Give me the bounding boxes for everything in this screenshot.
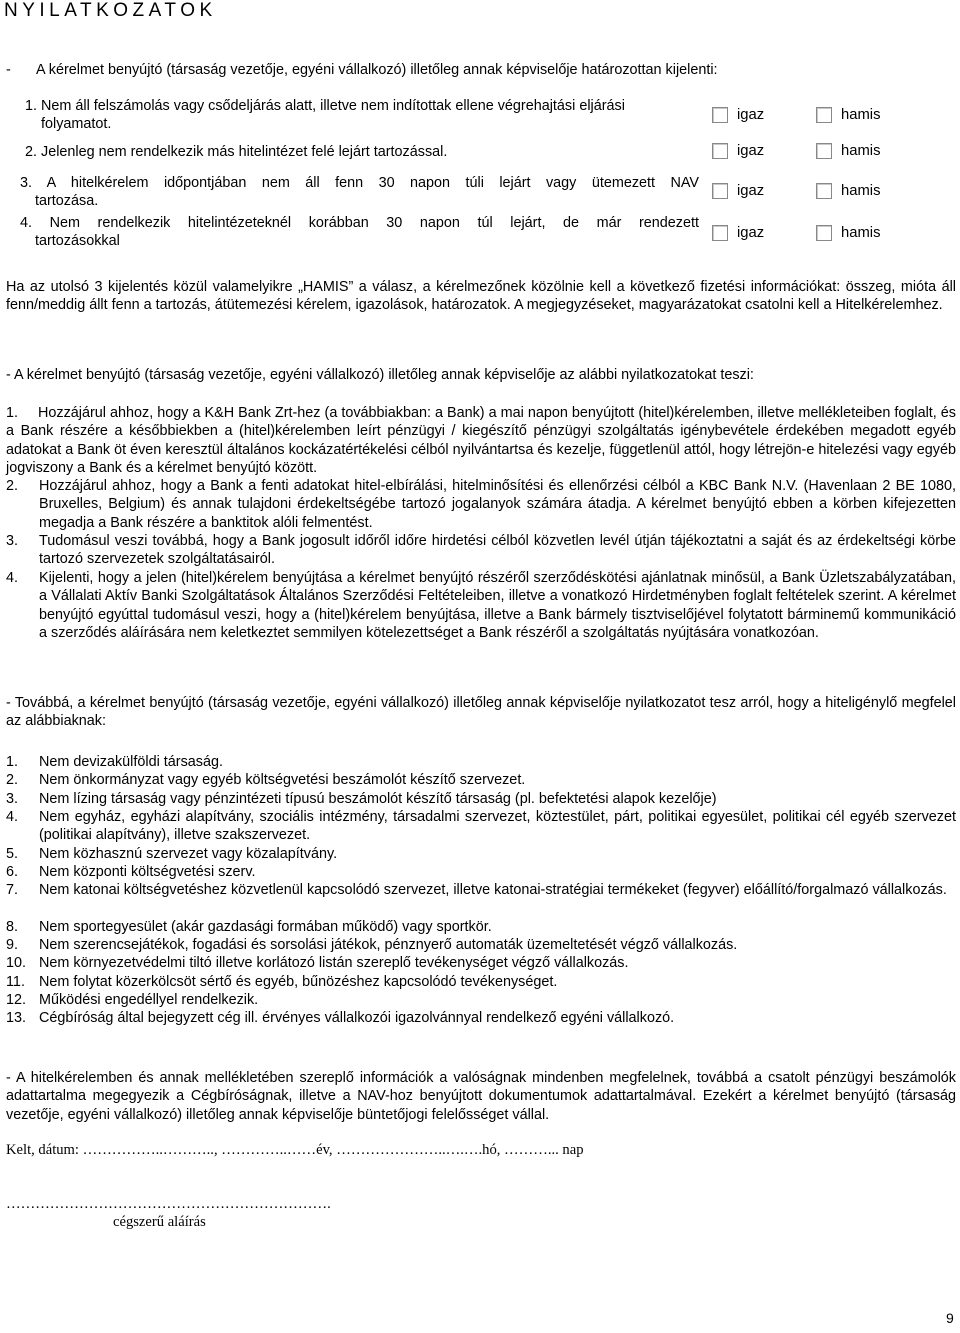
- item-text: Nem sportegyesület (akár gazdasági formában működő) vagy sportkör.: [39, 918, 492, 935]
- dash-bullet: -: [6, 62, 11, 78]
- item-text: Nem önkormányzat vagy egyéb költségvetési beszámolót készítő szervezet.: [39, 772, 526, 789]
- item-number: 8.: [6, 918, 19, 935]
- statement-4-true-option[interactable]: [712, 225, 764, 241]
- statement-1-line1: 1. Nem áll felszámolás vagy csődeljárás alatt, illetve nem indítottak ellene végrehajtási eljárási: [25, 98, 625, 114]
- option-label: hamis: [841, 183, 881, 199]
- declaration-2: [6, 477, 956, 533]
- statement-2-false-option[interactable]: [816, 143, 880, 159]
- hamis-note: Ha az utolsó 3 kijelentés közül valamelyikre „HAMIS” a válasz, a kérelmezőnek közölnie kell a következő fizetési információkat: összeg, mióta áll fenn/meddig állt fenn a tartozás, átütemezési kérelem, igazolások, határozatok. A megjegyzéseket, magyarázatokat csatolni kell a Hitelkérelemhez.: [6, 279, 956, 314]
- date-line[interactable]: Kelt, dátum: ……………..……….., …………..……év, …………………..….….hó, ………... nap: [6, 1142, 584, 1158]
- item-number: 12.: [6, 991, 27, 1008]
- statement-1-true-option[interactable]: [712, 107, 764, 123]
- statement-3-line1: 3. A hitelkérelem időpontjában nem áll fenn 30 napon túli lejárt vagy ütemezett NAV: [20, 175, 699, 191]
- option-label: hamis: [841, 143, 881, 159]
- declaration-number: 1.: [6, 405, 19, 421]
- statement-3: [19, 174, 699, 211]
- statement-3-false-option[interactable]: [816, 183, 880, 199]
- item-number: 6.: [6, 863, 19, 880]
- statement-1: [25, 97, 705, 134]
- item-text: Nem devizakülföldi társaság.: [39, 754, 223, 770]
- declaration-1: [6, 404, 956, 478]
- statement-1-line2: folyamatot.: [41, 116, 112, 133]
- item-text: Nem egyház, egyházi alapítvány, szociális intézmény, társadalmi szervezet, köztestület, párt, politikai egyesület, politikai cél egyéb szervezet (politikai alapítvány), illetve szakszervezet.: [39, 808, 956, 844]
- item-text: Nem környezetvédelmi tiltó illetve korlátozó listán szereplő tevékenységet végző vállalkozás.: [39, 955, 629, 972]
- checkbox-icon[interactable]: [712, 143, 728, 159]
- item-number: 13.: [6, 1010, 27, 1027]
- item-number: 11.: [6, 973, 25, 990]
- final-statement: - A hitelkérelemben és annak mellékletében szereplő információk a valóságnak mindenben megfelelnek, továbbá a csatolt pénzügyi beszámolók adattartalma megegyezik a Cégbíróságnak, illetve a NAV-hoz benyújtott dokumentumok adattartalmával. Ezekért a kérelmet benyújtó (társaság vezetője, egyéni vállalkozó) illetőleg annak képviselője büntetőjogi felelősséget vállal.: [6, 1070, 956, 1123]
- page-title: NYILATKOZATOK: [4, 0, 217, 21]
- declaration-3: [6, 532, 956, 570]
- item-number: 1.: [6, 754, 19, 770]
- item-text: Nem szerencsejátékok, fogadási és sorsolási játékok, pénznyerő automaták üzemeltetését végző vállalkozás.: [39, 937, 738, 953]
- checkbox-icon[interactable]: [816, 225, 832, 241]
- checkbox-icon[interactable]: [816, 143, 832, 159]
- statement-2: [25, 143, 705, 161]
- option-label: hamis: [841, 107, 881, 123]
- intro-text: A kérelmet benyújtó (társaság vezetője, egyéni vállalkozó) illetőleg annak képviselője határozottan kijelenti:: [36, 62, 718, 78]
- item-number: 10.: [6, 955, 27, 972]
- item-text: Nem folytat közerkölcsöt sértő és egyéb, bűnözéshez kapcsolódó tevékenységet.: [39, 973, 558, 990]
- signature-line[interactable]: ………………………………………………………….: [6, 1196, 331, 1212]
- statement-2-line1: 2. Jelenleg nem rendelkezik más hitelintézet felé lejárt tartozással.: [25, 144, 448, 160]
- statement-4-line1: 4. Nem rendelkezik hitelintézeteknél korábban 30 napon túl lejárt, de már rendezett: [20, 215, 699, 231]
- item-number: 4.: [6, 808, 19, 825]
- item-text: Működési engedéllyel rendelkezik.: [39, 991, 259, 1008]
- item-number: 2.: [6, 772, 19, 789]
- statement-4: [19, 214, 699, 251]
- checkbox-icon[interactable]: [816, 183, 832, 199]
- declaration-number: 2.: [6, 478, 19, 494]
- item-text: Nem közhasznú szervezet vagy közalapítvány.: [39, 845, 338, 862]
- declaration-4: [6, 569, 956, 661]
- statement-2-true-option[interactable]: [712, 143, 764, 159]
- declaration-text: Kijelenti, hogy a jelen (hitel)kérelem benyújtása a kérelmet benyújtó részéről szerződéskötési ajánlatnak minősül, a Bank Üzletszabályzatában, a Vállalati Aktív Banki Szolgáltatások Általános Szerződési Feltételeiben, illetve a vonatkozó Hirdetményben foglalt feltételek szerint. A kérelmet benyújtó egyúttal tudomásul veszi, hogy a (hitel)kérelem benyújtása, illetve a Bank bármely tisztviselőjével folytatott bárminemű kommunikáció a szerződés aláírására nem keletkeztet semmilyen kötelezettséget a Bank részéről a szolgáltatás nyújtására vonatkozóan.: [39, 570, 956, 641]
- statement-3-line2: tartozása.: [35, 193, 99, 210]
- declaration-number: 3.: [6, 533, 19, 549]
- section3-intro: - Továbbá, a kérelmet benyújtó (társaság vezetője, egyéni vállalkozó) illetőleg annak képviselője nyilatkozatot tesz arról, hogy a hiteligénylő megfelel az alábbiaknak:: [6, 695, 956, 730]
- statement-1-false-option[interactable]: [816, 107, 880, 123]
- declaration-text: Tudomásul veszi továbbá, hogy a Bank jogosult időről időre hirdetési célból közvetlen levél útján tájékoztatni a saját és az érdekeltségi körbe tartozó szervezetek szolgáltatásairól.: [39, 533, 956, 568]
- item-number: 3.: [6, 790, 19, 807]
- option-label: hamis: [841, 225, 881, 241]
- page-number: 9: [946, 1310, 954, 1326]
- option-label: igaz: [737, 143, 765, 159]
- item-number: 7.: [6, 882, 19, 899]
- declaration-number: 4.: [6, 570, 19, 586]
- declaration-text: Hozzájárul ahhoz, hogy a Bank a fenti adatokat hitel-elbírálási, hitelminősítési és ellenőrzési célból a KBC Bank N.V. (Havenlaan 2 BE 1080, Bruxelles, Belgium) és annak tulajdoni érdekeltségébe tartozó jogalanyok számára átadja. A kérelmet benyújtó ebben a körben kifejezetten megadja a Bank részére a banktitok alóli felmentést.: [39, 478, 956, 531]
- statement-3-true-option[interactable]: [712, 183, 764, 199]
- signature-label: cégszerű aláírás: [113, 1214, 206, 1230]
- statement-4-false-option[interactable]: [816, 225, 880, 241]
- item-text: Nem lízing társaság vagy pénzintézeti típusú beszámolót készítő társaság (pl. befektetési alapok kezelője): [39, 790, 717, 807]
- option-label: igaz: [737, 183, 765, 199]
- declaration-text: Hozzájárul ahhoz, hogy a K&H Bank Zrt-hez (a továbbiakban: a Bank) a mai napon benyújtott (hitel)kérelemben, illetve mellékleteiben foglalt, és a Bank részére a későbbiekben a (hitel)kérelemben leírt pénzügyi / kiegészítő pénzügyi szolgáltatás igénybevétele érdekében megadott egyéb adatokat a Bank öt éven keresztül általános kockázatértékelési célból nyilvántartsa és kezelje, függetlenül attól, hogy létrejön-e hitelezési vagy egyéb jogviszony a Bank és a kérelmet benyújtó között.: [6, 405, 956, 476]
- option-label: igaz: [737, 225, 765, 241]
- conditions-list: [6, 753, 956, 1333]
- statement-4-line2: tartozásokkal: [35, 233, 120, 250]
- item-text: Nem központi költségvetési szerv.: [39, 863, 256, 880]
- checkbox-icon[interactable]: [712, 183, 728, 199]
- item-text: Cégbíróság által bejegyzett cég ill. érvényes vállalkozói igazolvánnyal rendelkező egyéni vállalkozó.: [39, 1010, 675, 1027]
- option-label: igaz: [737, 107, 765, 123]
- item-number: 9.: [6, 937, 19, 953]
- item-number: 5.: [6, 845, 19, 862]
- section2-intro: - A kérelmet benyújtó (társaság vezetője, egyéni vállalkozó) illetőleg annak képviselője az alábbi nyilatkozatokat teszi:: [6, 367, 754, 383]
- checkbox-icon[interactable]: [816, 107, 832, 123]
- checkbox-icon[interactable]: [712, 107, 728, 123]
- checkbox-icon[interactable]: [712, 225, 728, 241]
- item-text: Nem katonai költségvetéshez közvetlenül kapcsolódó szervezet, illetve katonai-stratégiai termékeket (fegyver) előállító/forgalmazó vállalkozás.: [39, 882, 947, 899]
